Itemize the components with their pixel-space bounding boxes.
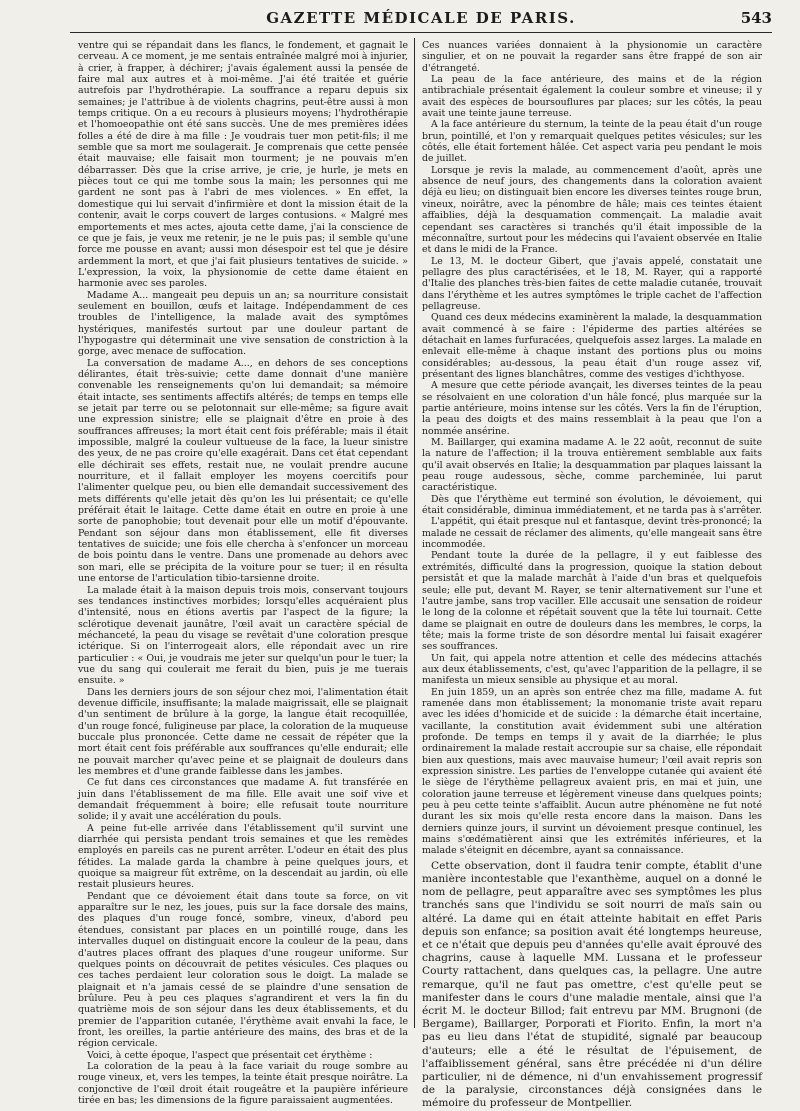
paragraph: Madame A... mangeait peu depuis un an; sa nourriture consistait seulement en bouillon, œufs et laitage. Indépendamment de ces troubles de l'intelligence, la malade avait des symptômes hystériques, manifestés surtout par une douleur partant de l'hypogastre qui déterminait une vive sensation de constriction à la gorge, avec menace de suffocation. <box>78 289 408 358</box>
right-column <box>422 40 762 1110</box>
paragraph: Pendant toute la durée de la pellagre, il y eut faiblesse des extrémités, difficulté dans la progression, quoique la station debout persistât et que la malade marchât à l'aide d'un bras et quelquefois seule; elle put, devant M. Rayer, se tenir alternativement sur l'une et l'autre jambe, sans trop vaciller. Elle accusait une sensation de roideur le long de la colonne et répétait souvent que la tête lui tournait. Cette dame se plaignait en outre de douleurs dans les membres, le corps, la tête; mais la forme triste de son désordre mental lui faisait exagérer ses souffrances. <box>422 550 762 653</box>
left-column <box>78 40 408 1106</box>
page-number: 543 <box>740 9 772 27</box>
paragraph: M. Baillarger, qui examina madame A. le 22 août, reconnut de suite la nature de l'affection; il la trouva entièrement semblable aux faits qu'il avait observés en Italie; la desquammation par plaques laissant la peau rouge audessous, sèche, comme parcheminée, lui parut caractéristique. <box>422 437 762 494</box>
paragraph: Un fait, qui appela notre attention et celle des médecins attachés aux deux établissements, c'est, qu'avec l'apparition de la pellagre, il se manifesta un mieux sensible au physique et au moral. <box>422 652 762 687</box>
paragraph: L'appétit, qui était presque nul et fantasque, devint très-prononcé; la malade ne cessait de réclamer des aliments, qu'elle mangeait sans être incommodée. <box>422 516 762 551</box>
paragraph: Dès que l'érythème eut terminé son évolution, le dévoiement, qui était considérable, diminua immédiatement, et ne tarda pas à s'arrêter. <box>422 493 762 517</box>
paragraph: A mesure que cette période avançait, les diverses teintes de la peau se résolvaient en une coloration d'un hâle foncé, plus marquée sur la partie antérieure, moins intense sur les côtés. Vers la fin de l'éruption, la peau des doigts et des mains ressemblait à la peau que l'on a nommée ansérine. <box>422 380 762 437</box>
paragraph: Dans les derniers jours de son séjour chez moi, l'alimentation était devenue difficile, insuffisante; la malade maigrissait, elle se plaignait d'un sentiment de brûlure à la gorge, la langue était recoquillée, d'un rouge foncé, fuligineuse par place, la coloration de la muqueuse buccale plus prononcée. Cette dame ne cessait de répéter que la mort était cent fois préférable aux souffrances qu'elle endurait; elle ne pouvait marcher qu'avec peine et se plaignait de douleurs dans les membres et d'une grande faiblesse dans les jambes. <box>78 686 408 777</box>
paragraph: La conversation de madame A..., en dehors de ses conceptions délirantes, était très-suivie; cette dame donnait d'une manière convenable les renseignements qu'on lui demandait; sa mémoire était intacte, ses sentiments affectifs altérés; de temps en temps elle se jetait par terre ou se pelotonnait sur elle-même; sa figure avait une expression sinistre; elle se plaignait d'être en proie à des souffrances affreuses; la mort était cent fois préférable; mais il était impossible, malgré la couleur vultueuse de la face, la lueur sinistre des yeux, de ne pas croire qu'elle exagérait. Dans cet état cependant elle déchirait ses effets, restait nue, ne voulait prendre aucune nourriture, et il fallait employer les moyens coercitifs pour l'alimenter quelque peu, ou bien elle demandait successivement des mets différents qu'elle jetait dès qu'on les lui présentait; ce qu'elle préférait était le laitage. Cette dame était en outre en proie à une sorte de panophobie; tout devenait pour elle un motif d'épouvante. Pendant son séjour dans mon établissement, elle fit diverses tentatives de suicide; une fois elle chercha à s'enfoncer un morceau de bois pointu dans le ventre. Dans une promenade au dehors avec son mari, elle se précipita de la voiture pour se tuer; il en résulta une entorse de l'articulation tibio-tarsienne droite. <box>78 357 408 585</box>
paragraph: Ces nuances variées donnaient à la physionomie un caractère singulier, et on ne pouvait la regarder sans être frappé de son air d'étrangeté. <box>422 40 762 74</box>
paragraph: A la face antérieure du sternum, la teinte de la peau était d'un rouge brun, pointillé, et l'on y remarquait quelques petites vésicules; sur les côtés, elle était fortement hâlée. Cet aspect varia peu pendant le mois de juillet. <box>422 119 762 165</box>
column-divider <box>414 38 415 1028</box>
paragraph: Le 13, M. le docteur Gibert, que j'avais appelé, constatait une pellagre des plus caractérisées, et le 18, M. Rayer, qui a rapporté d'Italie des planches très-bien faites de cette maladie cutanée, trouvait dans l'érythème et les autres symptômes le triple cachet de l'affection pellagreuse. <box>422 255 762 312</box>
paragraph: Ce fut dans ces circonstances que madame A. fut transférée en juin dans l'établissement de ma fille. Elle avait une soif vive et demandait fréquemment à boire; elle refusait toute nourriture solide; il y avait une accélération du pouls. <box>78 777 408 823</box>
running-title: GAZETTE MÉDICALE DE PARIS. <box>266 9 576 27</box>
paragraph: Pendant que ce dévoiement était dans toute sa force, on vit apparaître sur le nez, les joues, puis sur la face dorsale des mains, des plaques d'un rouge foncé, sombre, vineux, d'abord peu étendues, consistant par places en un pointillé rouge, dans les intervalles duquel on distinguait encore la couleur de la peau, dans d'autres places offrant des plaques d'une rougeur uniforme. Sur quelques points on découvrait de petites vésicules. Ces plaques ou ces taches perdaient leur coloration sous le doigt. La malade se plaignait et n'a jamais cessé de se plaindre d'une sensation de brûlure. Peu à peu ces plaques s'agrandirent et vers la fin du quatrième mois de son séjour dans les deux établissements, et du premier de l'apparition cutanée, l'érythème avait envahi la face, le front, les oreilles, la partie antérieure des mains, des bras et de la région cervicale. <box>78 890 408 1050</box>
paragraph: En juin 1859, un an après son entrée chez ma fille, madame A. fut ramenée dans mon établissement; la monomanie triste avait reparu avec les idées d'homicide et de suicide : la démarche était incertaine, vacillante, la constitution avait évidemment subi une altération profonde. De temps en temps il y avait de la diarrhée; le plus ordinairement la malade restait accroupie sur sa chaise, elle répondait bien aux questions, mais avec mauvaise humeur; l'œil avait repris son expression sinistre. Les parties de l'enveloppe cutanée qui avaient été le siège de l'érythème pellagreux avaient pris, en mai et juin, une coloration jaune terreuse et légèrement vineuse dans quelques points; peu à peu cette teinte s'affaiblit. Aucun autre phénomène ne fut noté durant les six mois qu'elle resta encore dans la maison. Dans les derniers quinze jours, il survint un dévoiement presque continuel, les mains s'œdématièrent ainsi que les extrémités inférieures, et la malade s'éteignit en décembre, ayant sa connaissance. <box>422 686 762 857</box>
closing-paragraph: Cette observation, dont il faudra tenir compte, établit d'une manière incontestable que l'exanthème, auquel on a donné le nom de pellagre, peut apparaître avec ses symptômes les plus tranchés sans que l'individu se soit nourri de maïs sain ou altéré. La dame qui en était atteinte habitait en effet Paris depuis son enfance; sa position avait été longtemps heureuse, et ce n'était que depuis peu d'années qu'elle avait éprouvé des chagrins, cause à laquelle MM. Lussana et le professeur Courty rattachent, dans quelques cas, la pellagre. Une autre remarque, qu'il ne faut pas omettre, c'est qu'elle peut se manifester dans le cours d'une maladie mentale, ainsi que l'a écrit M. le docteur Billod; fait entrevu par MM. Brugnoni (de Bergame), Baillarger, Porporati et Fiorito. Enfin, la mort n'a pas eu lieu dans l'état de stupidité, signalé par beaucoup d'auteurs; elle a été le résultat de l'épuisement, de l'affaiblissement général, sans être précédée ni d'un délire particulier, ni de démence, ni d'un envahissement progressif de la paralysie, circonstances déjà consignées dans le mémoire du professeur de Montpellier. <box>422 859 762 1110</box>
paragraph: Quand ces deux médecins examinèrent la malade, la desquammation avait commencé à se faire : l'épiderme des parties altérées se détachait en lames furfuracées, quelquefois assez larges. La malade en enlevait elle-même à chaque instant des portions plus ou moins considérables; au-dessous, la peau était d'un rouge assez vif, présentant des lignes blanchâtres, comme des vestiges d'ichthyose. <box>422 312 762 380</box>
paragraph: ventre qui se répandait dans les flancs, le fondement, et gagnait le cerveau. A ce moment, je me sentais entraînée malgré moi à injurier, à crier, à frapper, à déchirer; j'avais également aussi la pensée de faire mal aux autres et à moi-même. J'ai été traitée et guérie autrefois par l'hydrothérapie. La souffrance a reparu depuis six semaines; je l'attribue à de violents chagrins, peut-être aussi à mon temps critique. On a eu recours à plusieurs moyens; l'hydrothérapie et l'homoeopathie ont été sans succès. Une de mes premières idées folles a été de dire à ma fille : Je voudrais tuer mon petit-fils; il me semble que sa mort me soulagerait. Je comprenais que cette pensée était mauvaise; elle faisait mon tourment; je ne pouvais m'en débarrasser. Dès que la crise arrive, je crie, je hurle, je mets en pièces tout ce qui me tombe sous la main; les personnes qui me gardent ne sont pas à l'abri de mes violences. » En effet, la domestique qui lui servait d'infirmière et dont la mission était de la contenir, avait le corps couvert de larges contusions. « Malgré mes emportements et mes actes, ajouta cette dame, j'ai la conscience de ce que je fais, je veux me retenir, je ne le puis pas; il semble qu'une force me pousse en avant; aussi mon désespoir est tel que je désire ardemment la mort, et que j'ai fait plusieurs tentatives de suicide. » L'expression, la voix, la physionomie de cette dame étaient en harmonie avec ses paroles. <box>78 40 408 290</box>
paragraph: Voici, à cette époque, l'aspect que présentait cet érythème : <box>87 1049 373 1061</box>
page-header <box>70 6 772 33</box>
paragraph: La malade était à la maison depuis trois mois, conservant toujours ses tendances instinctives morbides; lorsqu'elles acquéraient plus d'intensité, nous en étions avertis par l'aspect de la figure; la sclérotique devenait jaunâtre, l'œil avait un caractère spécial de méchanceté, la peau du visage se revêtait d'une coloration presque ictérique. Si on l'interrogeait alors, elle répondait avec un rire particulier : « Oui, je voudrais me jeter sur quelqu'un pour le tuer; la vue du sang qui coulerait me ferait du bien, puis je me tuerais ensuite. » <box>78 584 408 687</box>
paragraph: A peine fut-elle arrivée dans l'établissement qu'il survint une diarrhée qui persista pendant trois semaines et que les remèdes employés en pareils cas ne purent arrêter. L'odeur en était des plus fétides. La malade garda la chambre à peine quelques jours, et quoique sa maigreur fût extrême, on la descendait au jardin, où elle restait plusieurs heures. <box>78 822 408 891</box>
paragraph: Lorsque je revis la malade, au commencement d'août, après une absence de neuf jours, des changements dans la coloration avaient déjà eu lieu; on distinguait bien encore les diverses teintes rouge brun, vineux, noirâtre, avec la pénombre de hâle; mais ces teintes étaient affaiblies, déjà la desquamation commençait. La maladie avait cependant ses caractères si tranchés qu'il était impossible de la méconnaître, surtout pour les médecins qui l'avaient observée en Italie et dans le midi de la France. <box>422 164 762 256</box>
paragraph: La peau de la face antérieure, des mains et de la région antibrachiale présentait également la couleur sombre et vineuse; il y avait des espèces de boursouflures par places; sur les côtés, la peau avait une teinte jaune terreuse. <box>422 74 762 120</box>
paragraph: La coloration de la peau à la face variait du rouge sombre au rouge vineux, et, vers les tempes, la teinte était presque noirâtre. La conjonctive de l'œil droit était rougeâtre et la paupière inférieure tirée en bas; les dimensions de la figure paraissaient augmentées. <box>78 1060 408 1106</box>
